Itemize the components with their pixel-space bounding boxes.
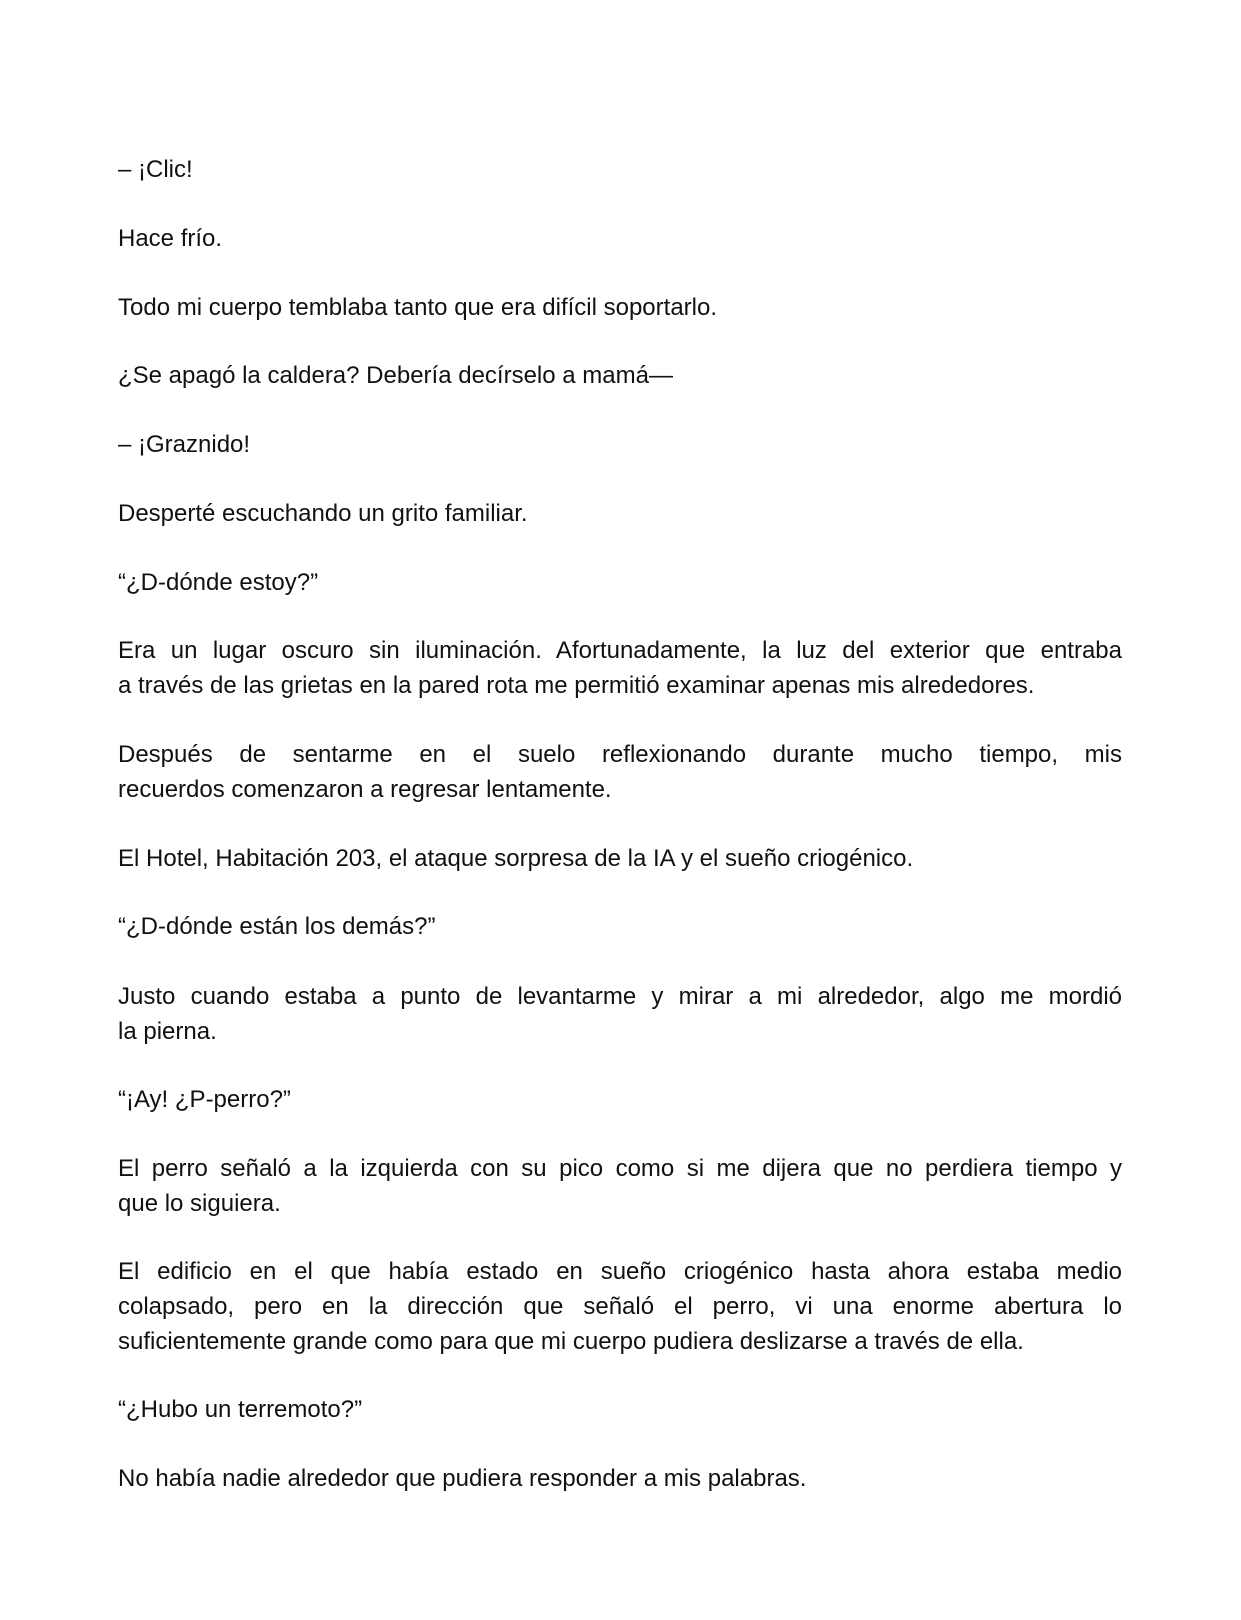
paragraph-desperte xyxy=(118,496,1122,531)
text-line: a través de las grietas en la pared rota me permitió examinar apenas mis alrededores. xyxy=(118,672,1035,699)
text-line: Después de sentarme en el suelo reflexionando durante mucho tiempo, mis xyxy=(118,741,1122,768)
text-line: Hace frío. xyxy=(118,225,223,252)
paragraph-recuerdos xyxy=(118,737,1122,807)
text-line: El edificio en el que había estado en sueño criogénico hasta ahora estaba medio xyxy=(118,1258,1122,1285)
paragraph-nadie xyxy=(118,1461,1122,1496)
text-line: la pierna. xyxy=(118,1018,217,1045)
text-line: “¿D-dónde están los demás?” xyxy=(118,913,436,940)
text-line: “¿D-dónde estoy?” xyxy=(118,569,319,596)
text-line: El Hotel, Habitación 203, el ataque sorpresa de la IA y el sueño criogénico. xyxy=(118,845,914,872)
paragraph-hace-frio xyxy=(118,221,1122,256)
paragraph-donde-estan xyxy=(118,909,1122,944)
paragraph-graznido xyxy=(118,427,1122,462)
paragraph-perro xyxy=(118,1082,1122,1117)
paragraph-terremoto xyxy=(118,1392,1122,1427)
paragraph-caldera xyxy=(118,358,1122,393)
text-line: Justo cuando estaba a punto de levantarme y mirar a mi alrededor, algo me mordió xyxy=(118,983,1122,1010)
paragraph-senalo xyxy=(118,1151,1122,1221)
paragraph-donde-estoy xyxy=(118,565,1122,600)
text-line: Todo mi cuerpo temblaba tanto que era difícil soportarlo. xyxy=(118,294,718,321)
text-line: colapsado, pero en la dirección que señaló el perro, vi una enorme abertura lo xyxy=(118,1293,1122,1320)
text-line: que lo siguiera. xyxy=(118,1190,281,1217)
paragraph-edificio xyxy=(118,1254,1122,1359)
text-line: Desperté escuchando un grito familiar. xyxy=(118,500,528,527)
text-line: recuerdos comenzaron a regresar lentamente. xyxy=(118,776,612,803)
paragraph-temblaba xyxy=(118,290,1122,325)
paragraph-mordio xyxy=(118,979,1122,1049)
text-line: No había nadie alrededor que pudiera responder a mis palabras. xyxy=(118,1465,807,1492)
paragraph-clic xyxy=(118,152,1122,187)
text-line: suficientemente grande como para que mi cuerpo pudiera deslizarse a través de ella. xyxy=(118,1328,1024,1355)
text-line: Era un lugar oscuro sin iluminación. Afortunadamente, la luz del exterior que entraba xyxy=(118,637,1122,664)
text-line: “¡Ay! ¿P-perro?” xyxy=(118,1086,291,1113)
text-line: – ¡Graznido! xyxy=(118,431,251,458)
paragraph-hotel xyxy=(118,841,1122,876)
text-line: ¿Se apagó la caldera? Debería decírselo a mamá— xyxy=(118,362,673,389)
text-line: El perro señaló a la izquierda con su pico como si me dijera que no perdiera tiempo y xyxy=(118,1155,1122,1182)
text-line: “¿Hubo un terremoto?” xyxy=(118,1396,363,1423)
paragraph-lugar-oscuro xyxy=(118,633,1122,703)
text-line: – ¡Clic! xyxy=(118,156,193,183)
